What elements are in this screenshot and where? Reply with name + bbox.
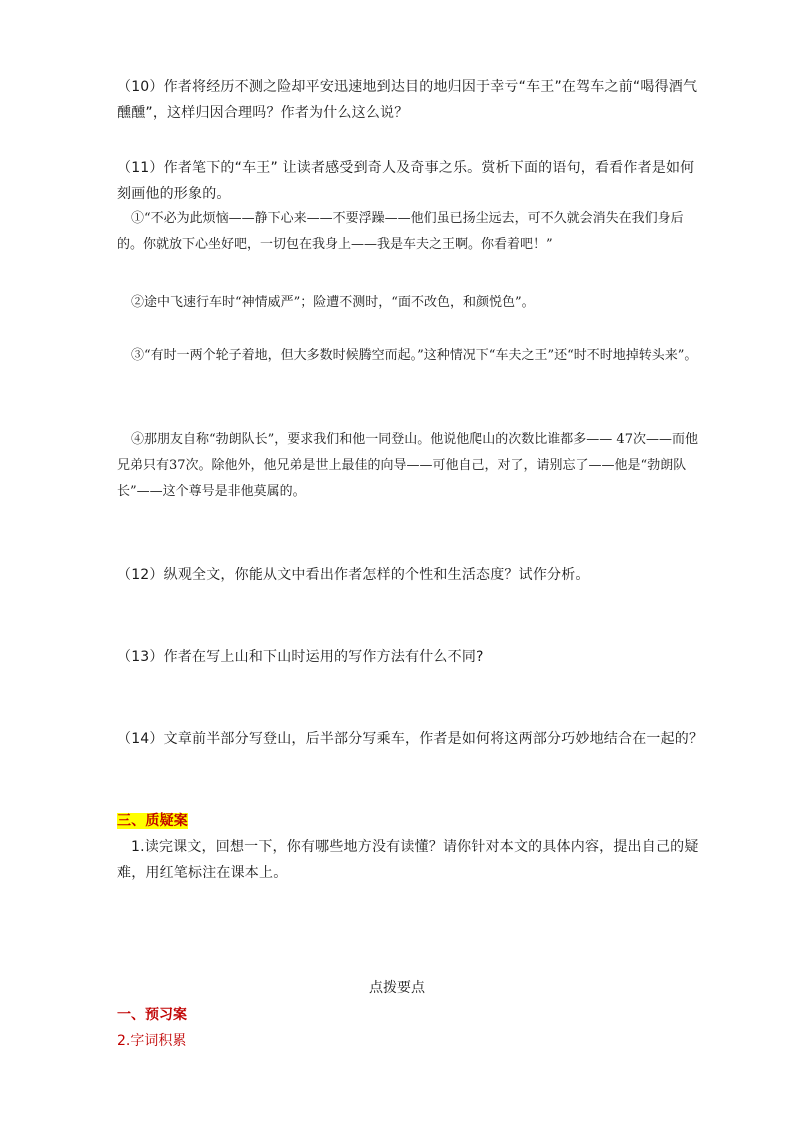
tips-item-2: 2.字词积累 <box>117 1033 187 1049</box>
tips-title: 点拨要点 <box>369 980 425 996</box>
question-12: （12）纵观全文，你能从文中看出作者怎样的个性和生活态度？试作分析。 <box>117 567 590 583</box>
question-11-item-1: ①“不必为此烦恼——静下心来——不要浮躁——他们虽已扬尘远去，可不久就会消失在我们身后的。你就放下心坐好吧，一切包在我身上——我是车夫之王啊。你看着吧！” <box>117 211 684 252</box>
question-10: （10）作者将经历不测之险却平安迅速地到达目的地归因于幸亏“车王”在驾车之前“喝得酒气醺醺”，这样归因合理吗？作者为什么这么说？ <box>117 79 698 121</box>
section-3-heading-row <box>117 808 707 834</box>
question-11: （11）作者笔下的“车王” 让读者感受到奇人及奇事之乐。赏析下面的语句，看看作者是如何刻画他的形象的。 <box>117 160 695 202</box>
question-13: （13）作者在写上山和下山时运用的写作方法有什么不同? <box>117 649 484 665</box>
question-11-item-4: ④那朋友自称“勃朗队长”，要求我们和他一同登山。他说他爬山的次数比谁都多—— 47次——而他兄弟只有37次。除他外，他兄弟是世上最佳的向导——可他自己，对了，请别忘了——他是“勃朗队长”——这个尊号是非他莫属的。 <box>117 432 698 499</box>
question-11-item-3: ③“有时一两个轮子着地，但大多数时候腾空而起。”这种情况下“车夫之王”还“时不时地掉转头来”。 <box>131 348 698 363</box>
question-14: （14）文章前半部分写登山，后半部分写乘车，作者是如何将这两部分巧妙地结合在一起的？ <box>117 731 704 747</box>
section-3-item-1: 1.读完课文，回想一下，你有哪些地方没有读懂？请你针对本文的具体内容，提出自己的疑难，用红笔标注在课本上。 <box>117 839 699 881</box>
question-11-item-2: ②途中飞速行车时“神情威严”；险遭不测时，“面不改色，和颜悦色”。 <box>131 295 535 310</box>
tips-section-1-heading: 一、预习案 <box>117 1007 187 1023</box>
section-3-heading: 三、质疑案 <box>117 813 188 829</box>
